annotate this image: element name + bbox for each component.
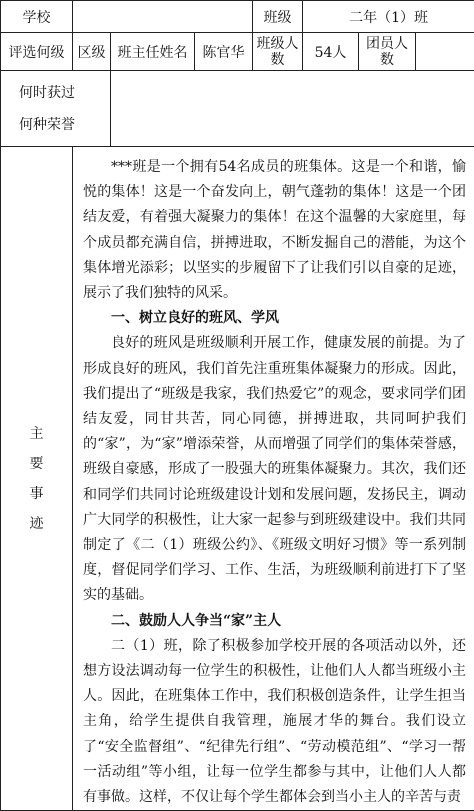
deeds-side-label [1,147,73,811]
side-char: 主 [3,419,70,449]
section2-heading: 二、鼓励人人争当“家”主人 [83,609,466,634]
form-row-school [1,1,474,33]
section1-heading: 一、树立良好的班风、学风 [83,306,466,331]
league-count-value [416,33,474,71]
teacher-name: 陈官华 [195,33,253,71]
award-label-line1: 何时获过 [19,77,110,109]
award-label-line2: 何种荣誉 [19,109,110,141]
class-count-label: 班级人数 [253,33,303,71]
category-label: 评选何级 [1,33,73,71]
grade-value: 二年（1）班 [303,1,474,33]
side-char: 迹 [3,509,70,539]
grade-label: 班级 [253,1,303,33]
section1-paragraph: 良好的班风是班级顺利开展工作，健康发展的前提。为了形成良好的班风，我们首先注重班集体凝聚力的形成。因此，我们提出了“班级是我家，我们热爱它”的观念，要求同学们团结友爱，同甘共苦，同心同德，拼搏进取，共同呵护我们的“家”，为“家”增添荣誉，从而增强了同学们的集体荣誉感，班级自豪感，形成了一股强大的班集体凝聚力。其次，我们还和同学们共同讨论班级建设计划和发展问题，发扬民主，调动广大同学的积极性，让大家一起参与到班级建设中。我们共同制定了《二（1）班级公约》、《班级文明好习惯》等一系列制度，督促同学们学习、工作、生活，为班级顺利前进打下了坚实的基础。 [83,331,466,608]
school-value [73,1,253,33]
school-label: 学校 [1,1,73,33]
form-row-info [1,33,474,71]
award-value [111,71,474,147]
league-count-label: 团员人数 [359,33,416,71]
side-char: 事 [3,479,70,509]
teacher-label: 班主任姓名 [111,33,195,71]
award-label-cell [1,71,111,147]
section2-paragraph: 二（1）班，除了积极参加学校开展的各项活动以外，还想方设法调动每一位学生的积极性，让他们人人都当班级小主人。因此，在班集体工作中，我们积极创造条件，让学生担当主角，给学生提供自我管理，施展才华的舞台。我们设立了“安全监督组”、“纪律先行组”、“劳动模范组”、“学习一帮一活动组”等小组，让每一位学生都参与其中，让他们人人都有事做。这样，不仅让每个学生都体会到当小主人的辛苦与责 [83,634,466,810]
side-char: 要 [3,449,70,479]
form-row-deeds [1,147,474,811]
deeds-content [73,147,474,811]
class-count-value: 54人 [303,33,359,71]
form-row-awards [1,71,474,147]
intro-paragraph: ***班是一个拥有54名成员的班集体。这是一个和谐，愉悦的集体！这是一个奋发向上，朝气蓬勃的集体！这是一个团结友爱，有着强大凝聚力的集体！在这个温馨的大家庭里，每个成员都充满自信，拼搏进取，不断发掘自己的潜能，为这个集体增光添彩；以坚实的步履留下了让我们引以自豪的足迹，展示了我们独特的风采。 [83,155,466,306]
level-label: 区级 [73,33,111,71]
